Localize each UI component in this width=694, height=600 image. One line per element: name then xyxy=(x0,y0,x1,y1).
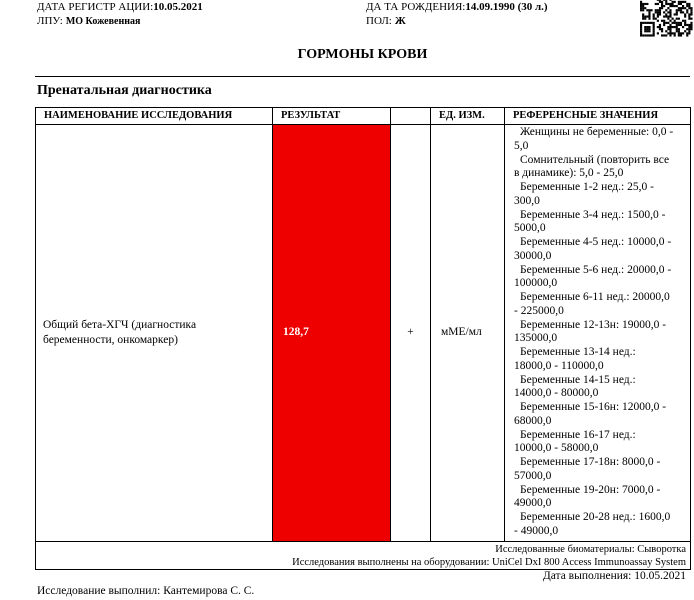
flag-cell xyxy=(391,125,431,542)
sex-value: Ж xyxy=(394,15,406,27)
column-header-unit: ЕД. ИЗМ. xyxy=(431,108,505,125)
column-header-result: РЕЗУЛЬТАТ xyxy=(273,108,391,125)
reference-range-item: Сомнительный (повторить все в динамике): 5,0 - 25,0 xyxy=(514,153,670,180)
reference-range-item: Беременные 13-14 нед.: 18000,0 - 110000,0 xyxy=(514,346,636,372)
result-value: 128,7 xyxy=(283,326,309,339)
test-name: Общий бета-ХГЧ (диагностика беременности, онкомаркер) xyxy=(43,318,197,346)
page-title: ГОРМОНЫ КРОВИ xyxy=(297,47,428,62)
qr-code xyxy=(640,0,693,37)
reference-range-item: Женщины не беременные: 0,0 - 5,0 xyxy=(514,126,674,152)
reference-range-item: Беременные 19-20н: 7000,0 - 49000,0 xyxy=(514,483,661,510)
reference-range-item: Беременные 1-2 нед.: 25,0 - 300,0 xyxy=(514,181,654,207)
birth-date-line xyxy=(366,1,548,14)
reference-range-item: Беременные 17-18н: 8000,0 - 57000,0 xyxy=(514,456,661,482)
reference-range-item: Беременные 16-17 нед.: 10000,0 - 58000,0 xyxy=(514,428,636,455)
reference-range-item: Беременные 15-16н: 12000,0 - 68000,0 xyxy=(514,401,667,427)
results-table xyxy=(35,107,691,570)
lpu-value: МО Кожевенная xyxy=(65,16,141,27)
table-footer-row xyxy=(36,541,691,569)
title-divider xyxy=(35,76,690,77)
test-name-cell xyxy=(36,125,273,542)
reference-range-item: Беременные 3-4 нед.: 1500,0 - 5000,0 xyxy=(514,208,666,235)
performed-by: Исследование выполнил: Кантемирова С. С. xyxy=(37,585,255,597)
table-footer-cell xyxy=(36,541,691,569)
registration-date-value: 10.05.2021 xyxy=(153,1,203,13)
table-row xyxy=(36,125,691,542)
column-header-name: НАИМЕНОВАНИЕ ИССЛЕДОВАНИЯ xyxy=(36,108,273,125)
lpu-label: ЛПУ: xyxy=(37,15,63,27)
abnormal-flag: + xyxy=(407,326,414,339)
reference-cell xyxy=(505,125,691,542)
column-header-reference: РЕФЕРЕНСНЫЕ ЗНАЧЕНИЯ xyxy=(505,108,691,125)
table-header-row xyxy=(36,108,691,125)
reference-range-item: Беременные 4-5 нед.: 10000,0 - 30000,0 xyxy=(514,236,672,262)
reference-range-item: Беременные 14-15 нед.: 14000,0 - 80000,0 xyxy=(514,373,636,400)
qr-code-graphic xyxy=(640,0,693,37)
reference-range-item: Беременные 5-6 нед.: 20000,0 - 100000,0 xyxy=(514,263,672,290)
sex-label: ПОЛ: xyxy=(366,15,392,27)
reference-range-item: Беременные 6-11 нед.: 20000,0 - 225000,0 xyxy=(514,291,670,317)
registration-date-label: ДАТА РЕГИСТР АЦИИ: xyxy=(37,1,154,13)
completion-date: Дата выполнения: 10.05.2021 xyxy=(542,570,686,582)
section-heading: Пренатальная диагностика xyxy=(37,83,212,98)
column-header-flag xyxy=(391,108,431,125)
registration-date-line xyxy=(37,1,203,14)
result-cell xyxy=(273,125,391,542)
lpu-line xyxy=(37,15,140,28)
equipment-note: Исследования выполнены на оборудовании: UniCel DxI 800 Access Immunoassay System xyxy=(292,556,686,568)
reference-range-item: Беременные 20-28 нед.: 1600,0 - 49000,0 xyxy=(514,511,671,537)
birth-date-label: ДА ТА РОЖДЕНИЯ: xyxy=(366,1,466,13)
sex-line xyxy=(366,15,406,28)
unit-cell xyxy=(431,125,505,542)
biomaterial-note: Исследованные биоматериалы: Сыворотка xyxy=(495,543,686,555)
unit-value: мМЕ/мл xyxy=(441,326,482,339)
reference-range-item: Беременные 12-13н: 19000,0 - 135000,0 xyxy=(514,318,667,345)
birth-date-value: 14.09.1990 (30 л.) xyxy=(465,1,548,13)
